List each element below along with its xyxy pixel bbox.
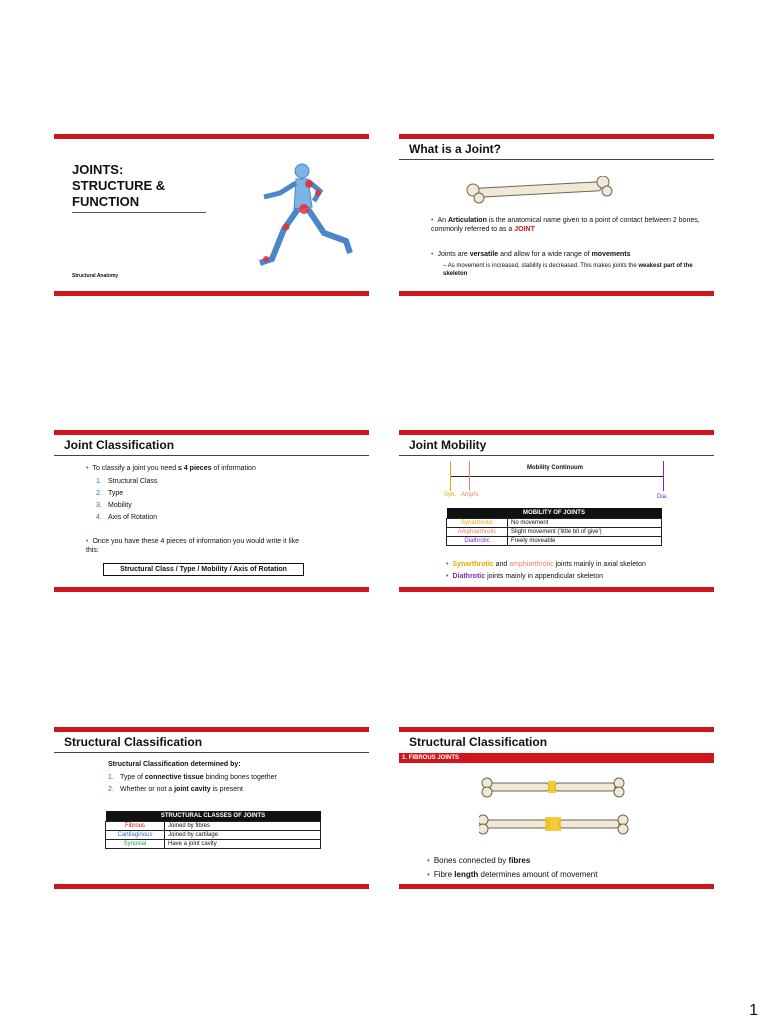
table-row bbox=[106, 831, 321, 840]
running-skeleton-image bbox=[254, 159, 354, 271]
structural-classes-table bbox=[105, 811, 321, 849]
table-cell: Joined by fibres bbox=[165, 822, 321, 831]
table-row bbox=[447, 519, 662, 528]
slide-top-bar bbox=[54, 727, 369, 732]
amphi-label: Amphi. bbox=[461, 492, 480, 498]
bullet-axial: • Synarthrotic and amphiarthrotic joints mainly in axial skeleton bbox=[446, 561, 646, 568]
fibrous-joint-bones-image bbox=[479, 773, 629, 843]
table-cell: Amphiarthrotic bbox=[447, 528, 508, 537]
list-item: 2. Type bbox=[96, 490, 124, 497]
slide-bottom-bar bbox=[54, 884, 369, 889]
list-item: 1. Structural Class bbox=[96, 478, 158, 485]
table-cell: Synovial bbox=[106, 840, 165, 849]
list-item: 2. Whether or not a joint cavity is present bbox=[108, 786, 243, 793]
slide-what-is-joint bbox=[399, 134, 714, 296]
heading-rule bbox=[399, 159, 714, 160]
table-cell: Joined by cartilage bbox=[165, 831, 321, 840]
table-header: MOBILITY OF JOINTS bbox=[447, 508, 662, 519]
slide-bottom-bar bbox=[399, 291, 714, 296]
title-line: FUNCTION bbox=[72, 194, 140, 209]
slide-heading: Structural Classification bbox=[409, 735, 548, 749]
long-bone-image bbox=[465, 176, 613, 204]
slide-fibrous-joints bbox=[399, 727, 714, 889]
table-cell: Synarthrotic bbox=[447, 519, 508, 528]
table-cell: Slight movement ('little bit of give') bbox=[508, 528, 662, 537]
slide-top-bar bbox=[399, 134, 714, 139]
table-header: STRUCTURAL CLASSES OF JOINTS bbox=[106, 811, 321, 822]
slide-heading: Joint Mobility bbox=[409, 438, 487, 452]
bullet-fibre-length: • Fibre length determines amount of movement bbox=[427, 870, 598, 879]
list-item: 4. Axis of Rotation bbox=[96, 514, 158, 521]
fibrous-band: 1. FIBROUS JOINTS bbox=[399, 753, 714, 763]
table-row bbox=[106, 840, 321, 849]
table-cell: No movement bbox=[508, 519, 662, 528]
page-number: 1 bbox=[749, 1002, 758, 1019]
slide-bottom-bar bbox=[399, 884, 714, 889]
table-cell: Freely moveable bbox=[508, 537, 662, 546]
slide-heading: Joint Classification bbox=[64, 438, 175, 452]
slide-joint-mobility bbox=[399, 430, 714, 592]
slide-joint-classification bbox=[54, 430, 369, 592]
table-row bbox=[106, 822, 321, 831]
bullet-articulation: • An Articulation is the anatomical name given to a point of contact between 2 bones, commonly referred to as a JOINT bbox=[431, 217, 700, 233]
slide-top-bar bbox=[54, 430, 369, 435]
table-row bbox=[447, 537, 662, 546]
table-cell: Cartilaginous bbox=[106, 831, 165, 840]
continuum-line bbox=[450, 476, 664, 477]
list-item: 3. Mobility bbox=[96, 502, 132, 509]
numbered-list bbox=[96, 476, 157, 524]
slide-bottom-bar bbox=[54, 291, 369, 296]
numbered-list bbox=[108, 772, 277, 796]
bullet-write-like-this: • Once you have these 4 pieces of information you would write it like this: bbox=[86, 538, 300, 554]
slide-top-bar bbox=[54, 134, 369, 139]
slide-subtitle: Structural Anatomy bbox=[72, 273, 119, 279]
slide-structural-classification bbox=[54, 727, 369, 889]
title-line: JOINTS: bbox=[72, 162, 124, 177]
table-cell: Fibrous bbox=[106, 822, 165, 831]
bullet-appendicular: • Diathrotic joints mainly in appendicular skeleton bbox=[446, 573, 604, 580]
syn-tick bbox=[450, 461, 451, 491]
slide-heading: Structural Classification bbox=[64, 735, 203, 749]
slide-title bbox=[54, 134, 369, 296]
slide-top-bar bbox=[399, 430, 714, 435]
dia-tick bbox=[663, 461, 664, 491]
dia-label: Dia. bbox=[657, 494, 668, 500]
slide-heading: What is a Joint? bbox=[409, 142, 502, 156]
title-underline bbox=[72, 212, 206, 213]
heading-rule bbox=[399, 455, 714, 456]
formula-box: Structural Class / Type / Mobility / Axis of Rotation bbox=[103, 563, 304, 576]
table-cell: Have a joint cavity bbox=[165, 840, 321, 849]
slide-bottom-bar bbox=[54, 587, 369, 592]
heading-rule bbox=[54, 752, 369, 753]
bullet-versatile: • Joints are versatile and allow for a wide range of movements bbox=[431, 251, 631, 258]
bullet-fibres: • Bones connected by fibres bbox=[427, 856, 531, 865]
slide-bottom-bar bbox=[399, 587, 714, 592]
continuum-label: Mobility Continuum bbox=[527, 465, 583, 471]
table-cell: Diathrotic bbox=[447, 537, 508, 546]
sub-bullet-stability: – As movement is increased, stability is decreased. This makes joints the weakest part of the skeleton bbox=[443, 263, 693, 277]
table-row bbox=[447, 528, 662, 537]
determined-by-line: Structural Classification determined by: bbox=[108, 761, 241, 768]
amphi-tick bbox=[469, 461, 470, 491]
title-line: STRUCTURE & bbox=[72, 178, 166, 193]
list-item: 1. Type of connective tissue binding bones together bbox=[108, 774, 277, 781]
syn-label: Syn. bbox=[444, 492, 457, 498]
mobility-table bbox=[446, 508, 662, 546]
slide-main-title bbox=[72, 162, 165, 210]
heading-rule bbox=[54, 455, 369, 456]
bullet-four-pieces: • To classify a joint you need ≤ 4 pieces of information bbox=[86, 465, 256, 472]
slide-top-bar bbox=[399, 727, 714, 732]
